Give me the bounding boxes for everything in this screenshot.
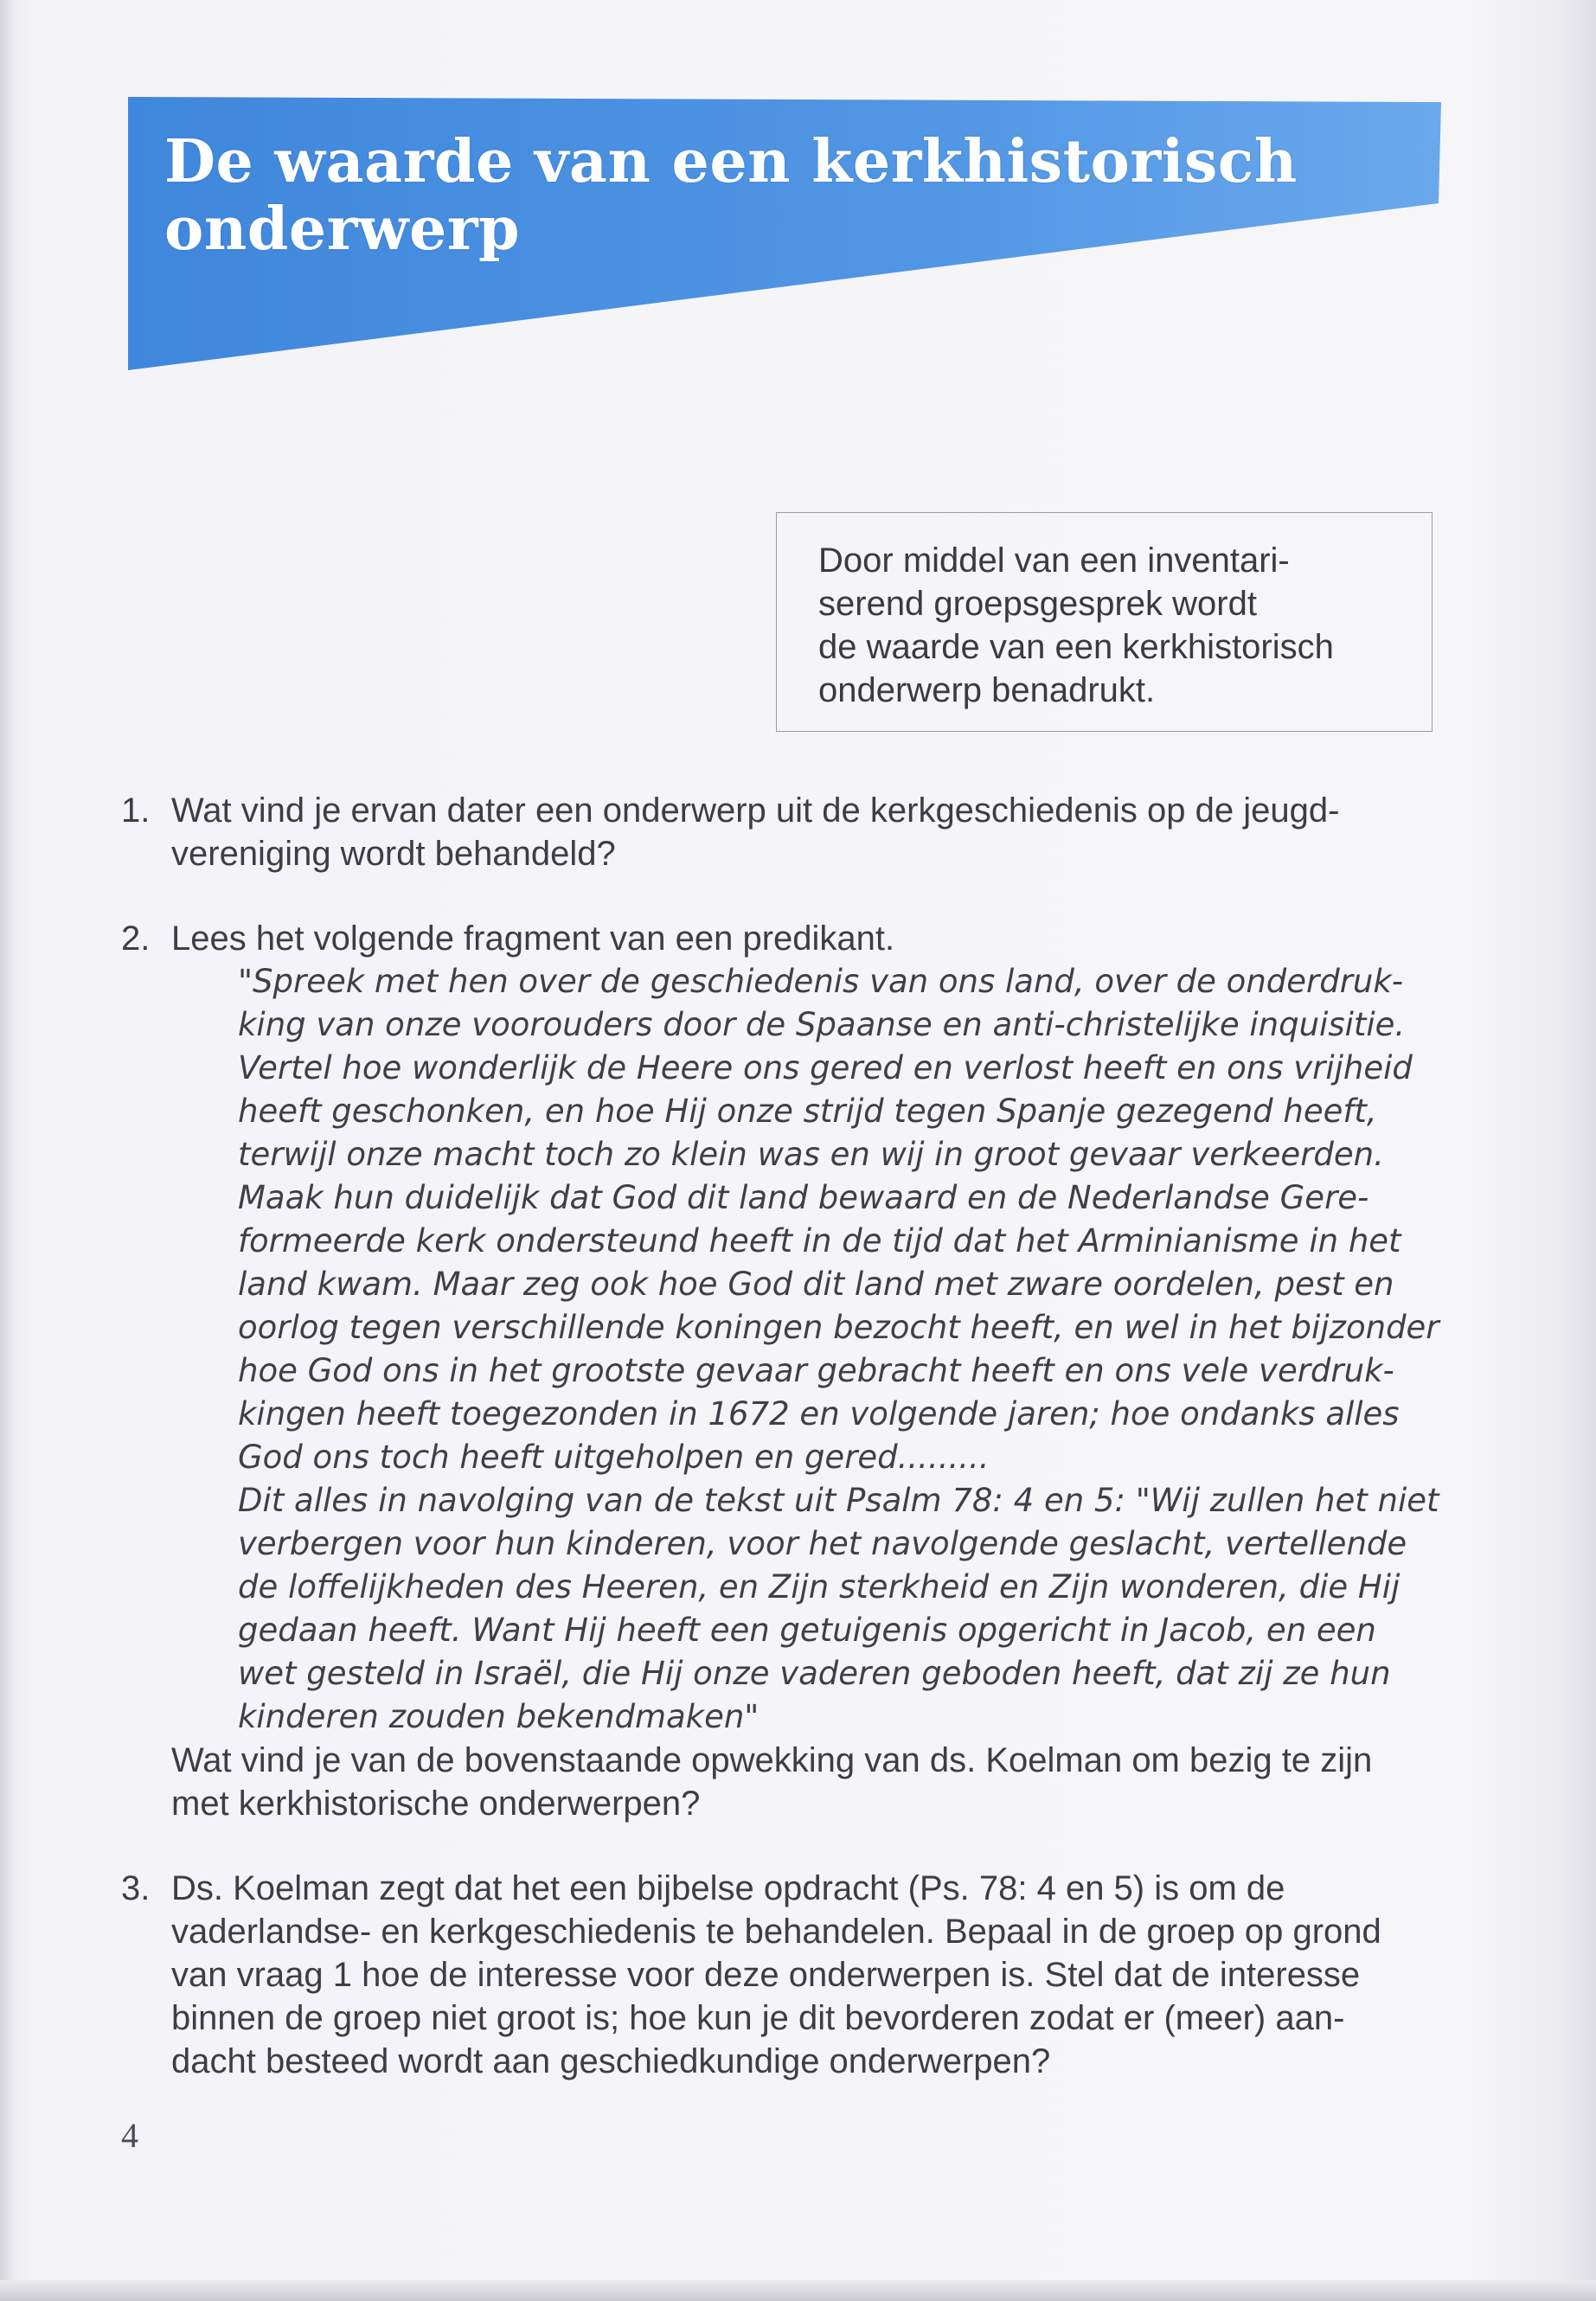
question-line: van vraag 1 hoe de interesse voor deze onderwerpen is. Stel dat de interesse (171, 1956, 1361, 1994)
quote-line: Vertel hoe wonderlijk de Heere ons gered en verlost heeft en ons vrijheid (238, 1049, 1413, 1086)
quote-line: hoe God ons in het grootste gevaar gebracht heeft en ons vele verdruk- (238, 1352, 1394, 1389)
quote-line: Maak hun duidelijk dat God dit land bewaard en de Nederlandse Gere- (238, 1179, 1369, 1216)
summary-line: de waarde van een kerkhistorisch (818, 628, 1334, 666)
question-followup-line: met kerkhistorische onderwerpen? (171, 1785, 701, 1823)
summary-line: Door middel van een inventari- (818, 542, 1290, 580)
quote-line: heeft geschonken, en hoe Hij onze strijd tegen Spanje gezegend heeft, (238, 1093, 1377, 1130)
question-line: vereniging wordt behandeld? (171, 835, 616, 873)
quote-line: Dit alles in navolging van de tekst uit Psalm 78: 4 en 5: "Wij zullen het niet (238, 1482, 1439, 1519)
question-intro: Lees het volgende fragment van een predikant. (171, 920, 895, 958)
quote-line: de loffelijkheden des Heeren, en Zijn sterkheid en Zijn wonderen, die Hij (238, 1568, 1401, 1606)
title-line-1: De waarde van een kerkhistorisch (164, 127, 1298, 196)
question-line: Wat vind je ervan dater een onderwerp uit de kerkgeschiedenis op de jeugd- (171, 792, 1340, 830)
title-line-2: onderwerp (164, 195, 521, 264)
quote-line: kinderen zouden bekendmaken" (238, 1698, 760, 1735)
question-line: dacht besteed wordt aan geschiedkundige onderwerpen? (171, 2042, 1051, 2080)
quote-line: "Spreek met hen over de geschiedenis van ons land, over de onderdruk- (238, 963, 1404, 1000)
question-number: 1. (121, 792, 151, 830)
question-followup-line: Wat vind je van de bovenstaande opwekking van ds. Koelman om bezig te zijn (171, 1741, 1373, 1779)
page-title (164, 128, 1298, 263)
summary-box (776, 512, 1433, 732)
quote-line: kingen heeft toegezonden in 1672 en volgende jaren; hoe ondanks alles (238, 1395, 1400, 1433)
quote-line: verbergen voor hun kinderen, voor het navolgende geslacht, vertellende (238, 1525, 1407, 1562)
quote-line: wet gesteld in Israël, die Hij onze vaderen geboden heeft, dat zij ze hun (238, 1655, 1391, 1692)
summary-line: serend groepsgesprek wordt (818, 585, 1257, 623)
question-number: 3. (121, 1869, 151, 1907)
question-line: Ds. Koelman zegt dat het een bijbelse opdracht (Ps. 78: 4 en 5) is om de (171, 1869, 1285, 1907)
question-line: binnen de groep niet groot is; hoe kun je dit bevorderen zodat er (meer) aan- (171, 1999, 1345, 2037)
page-number: 4 (121, 2116, 138, 2155)
summary-text (818, 539, 1397, 712)
quote-line: king van onze voorouders door de Spaanse en anti-christelijke inquisitie. (238, 1006, 1406, 1043)
quote-line: God ons toch heeft uitgeholpen en gered......... (238, 1439, 990, 1476)
quote-line: oorlog tegen verschillende koningen bezocht heeft, en wel in het bijzonder (238, 1309, 1439, 1346)
quote-line: gedaan heeft. Want Hij heeft een getuigenis opgericht in Jacob, en een (238, 1612, 1376, 1649)
summary-line: onderwerp benadrukt. (818, 671, 1156, 709)
quote-line: formeerde kerk ondersteund heeft in de tijd dat het Arminianisme in het (238, 1222, 1401, 1259)
quote-line: land kwam. Maar zeg ook hoe God dit land met zware oordelen, pest en (238, 1266, 1394, 1303)
question-line: vaderlandse- en kerkgeschiedenis te behandelen. Bepaal in de groep op grond (171, 1913, 1381, 1951)
quote-line: terwijl onze macht toch zo klein was en wij in groot gevaar verkeerden. (238, 1136, 1384, 1173)
question-number: 2. (121, 920, 151, 958)
